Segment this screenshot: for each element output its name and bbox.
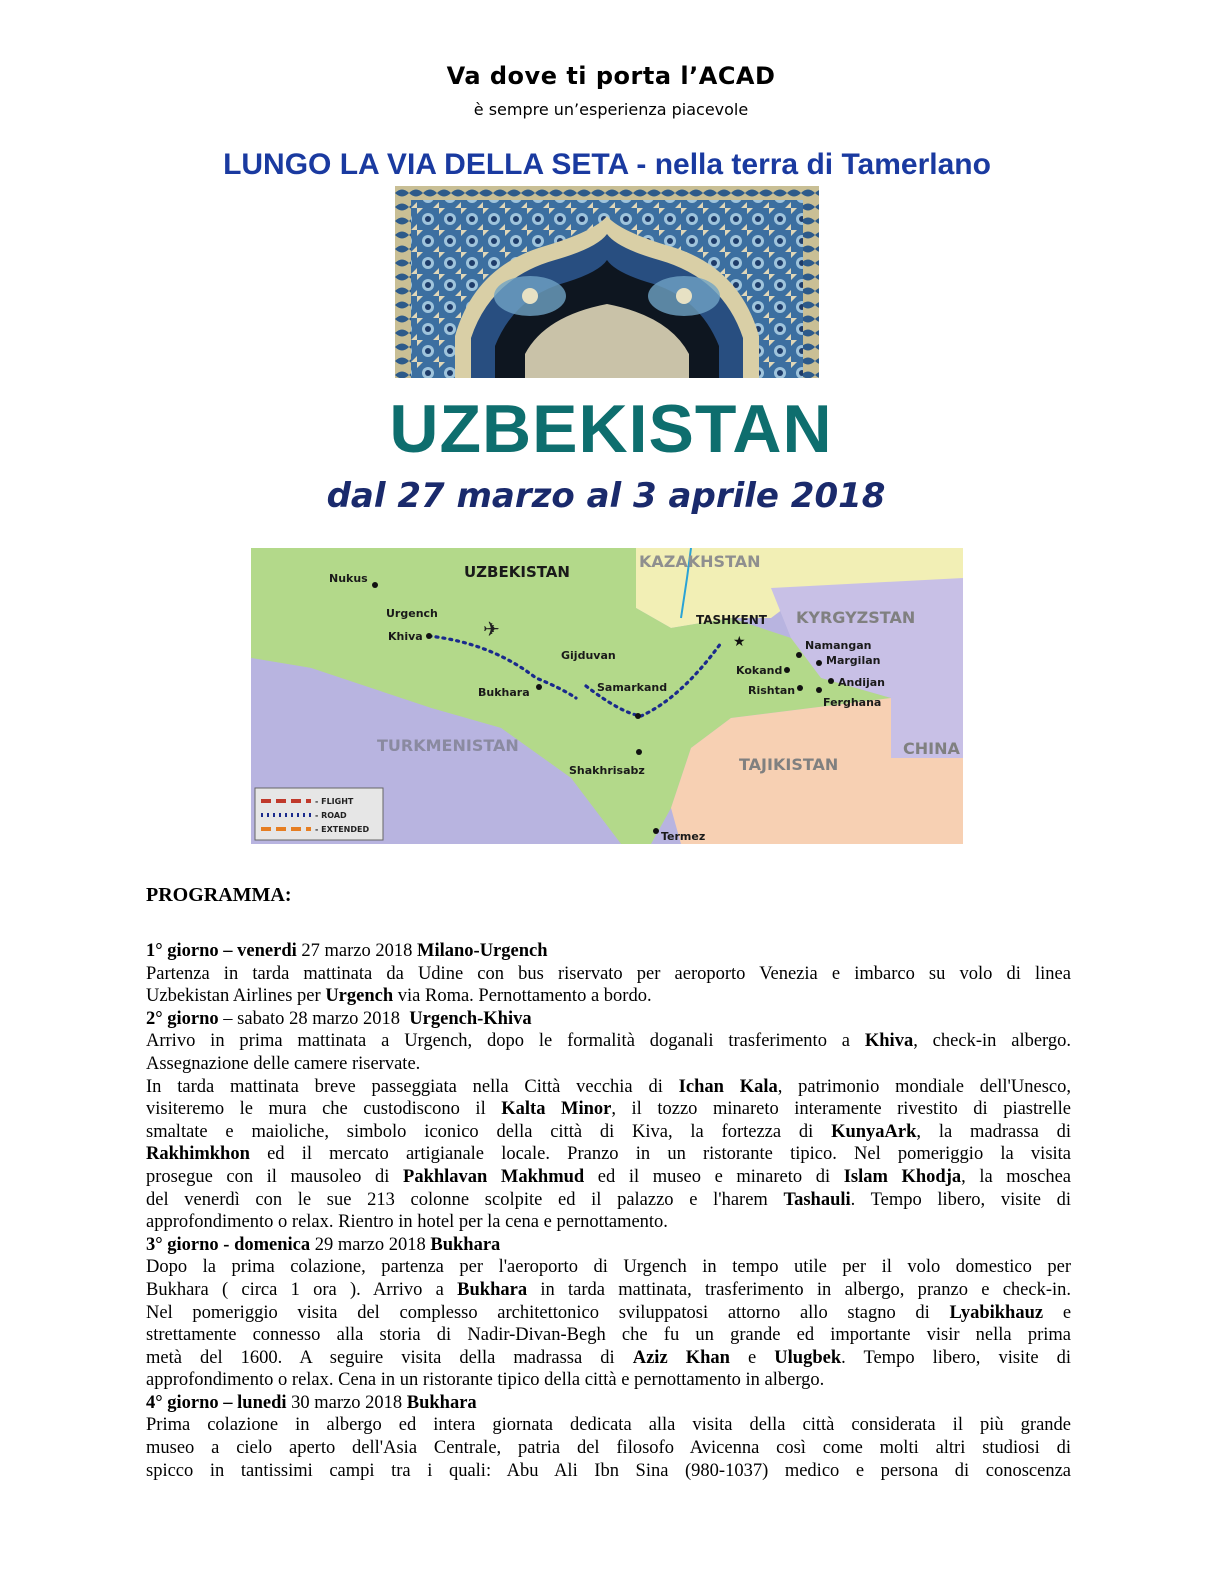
text-line: Dopo la prima colazione, partenza per l'aeroporto di Urgench in tempo utile per il volo domestico per <box>146 1257 1071 1278</box>
day-heading: 3° giorno - domenica 29 marzo 2018 Bukhara <box>146 1234 501 1255</box>
map-label-uzbekistan: UZBEKISTAN <box>464 563 570 581</box>
text-line: approfondimento o relax. Rientro in hotel per la cena e pernottamento. <box>146 1212 668 1233</box>
text-line: metà del 1600. A seguire visita della madrassa di Aziz Khan e Ulugbek. Tempo libero, visite di <box>146 1347 1071 1368</box>
program-text <box>146 940 1071 1482</box>
country-title: UZBEKISTAN <box>389 391 833 467</box>
city-urgench: Urgench <box>386 607 438 620</box>
city-bukhara: Bukhara <box>478 686 530 699</box>
text-line: Arrivo in prima mattinata a Urgench, dopo le formalità doganali trasferimento a Khiva, check-in albergo. <box>146 1031 1071 1052</box>
text-line: Rakhimkhon ed il mercato artigianale locale. Pranzo in un ristorante tipico. Nel pomeriggio la visita <box>146 1144 1071 1165</box>
day-heading: 2° giorno – sabato 28 marzo 2018 Urgench-Khiva <box>146 1008 532 1029</box>
text-line: Bukhara ( circa 1 ora ). Arrivo a Bukhara in tarda mattinata, trasferimento in albergo, pranzo e check-in. <box>146 1279 1071 1300</box>
text-line: Uzbekistan Airlines per Urgench via Roma. Pernottamento a bordo. <box>146 986 652 1007</box>
day-heading: 1° giorno – venerdi 27 marzo 2018 Milano-Urgench <box>146 941 548 961</box>
header-subtitle: è sempre un’esperienza piacevole <box>473 100 749 119</box>
legend-flight: - FLIGHT <box>315 797 354 806</box>
text-line: prosegue con il mausoleo di Pakhlavan Makhmud ed il museo e minareto di Islam Khodja, la moschea <box>146 1166 1071 1187</box>
text-line: Partenza in tarda mattinata da Udine con bus riservato per aeroporto Venezia e imbarco su volo di linea <box>146 963 1071 984</box>
trip-dates: dal 27 marzo al 3 aprile 2018 <box>326 476 886 516</box>
city-ferghana: Ferghana <box>823 696 882 709</box>
route-map <box>251 548 963 844</box>
text-line: Nel pomeriggio visita del complesso architettonico sviluppatosi attorno allo stagno di Lyabikhauz e <box>146 1302 1071 1323</box>
legend-extended: - EXTENDED <box>315 825 370 834</box>
text-line: smaltate e maioliche, simbolo iconico della città di Kiva, la fortezza di KunyaArk, la madrassa di <box>146 1121 1071 1142</box>
mosaic-arch-image <box>395 186 819 378</box>
map-label-china: CHINA <box>903 739 960 758</box>
city-margilan: Margilan <box>826 654 881 667</box>
svg-text:✈: ✈ <box>483 617 500 641</box>
text-line: del venerdì con le sue 213 colonne scolpite ed il palazzo e l'harem Tashauli. Tempo libero, visite di <box>146 1189 1071 1210</box>
text-line: Assegnazione delle camere riservate. <box>146 1053 421 1074</box>
day-heading: 4° giorno – lunedi 30 marzo 2018 Bukhara <box>146 1392 477 1413</box>
city-kokand: Kokand <box>736 664 783 677</box>
header-title: Va dove ti porta l’ACAD <box>446 62 776 90</box>
city-andijan: Andijan <box>838 676 886 689</box>
city-khiva: Khiva <box>388 630 423 643</box>
map-legend <box>255 788 383 840</box>
text-line: In tarda mattinata breve passeggiata nella Città vecchia di Ichan Kala, patrimonio mondiale dell'Unesco, <box>146 1076 1071 1097</box>
legend-road: - ROAD <box>315 811 347 820</box>
city-termez: Termez <box>661 830 706 843</box>
program-heading: PROGRAMMA: <box>146 884 292 906</box>
map-label-kyrgyzstan: KYRGYZSTAN <box>796 608 916 627</box>
city-gijduvan: Gijduvan <box>561 649 616 662</box>
main-title: LUNGO LA VIA DELLA SETA - nella terra di Tamerlano <box>223 148 991 181</box>
city-rishtan: Rishtan <box>748 684 796 697</box>
text-line: spicco in tantissimi campi tra i quali: Abu Ali Ibn Sina (980-1037) medico e persona di conoscenza <box>146 1460 1071 1481</box>
city-nukus: Nukus <box>329 572 368 585</box>
text-line: visiteremo le mura che custodiscono il Kalta Minor, il tozzo minareto interamente rivestito di piastrelle <box>146 1099 1071 1120</box>
city-shakhrisabz: Shakhrisabz <box>569 764 645 777</box>
svg-text:★: ★ <box>733 634 746 650</box>
city-tashkent: TASHKENT <box>696 613 767 627</box>
map-label-tajikistan: TAJIKISTAN <box>739 755 839 774</box>
text-line: Prima colazione in albergo ed intera giornata dedicata alla visita della città considerata il più grande <box>146 1415 1071 1436</box>
text-line: approfondimento o relax. Cena in un ristorante tipico della città e pernottamento in albergo. <box>146 1370 825 1391</box>
map-label-turkmenistan: TURKMENISTAN <box>377 736 519 755</box>
map-label-kazakhstan: KAZAKHSTAN <box>639 552 761 571</box>
city-namangan: Namangan <box>805 639 872 652</box>
text-line: museo a cielo aperto dell'Asia Centrale, patria del filosofo Avicenna così come molti altri studiosi di <box>146 1438 1071 1459</box>
city-samarkand: Samarkand <box>597 681 668 694</box>
text-line: strettamente connesso alla storia di Nadir-Divan-Begh che fu un grande ed importante visir nella prima <box>146 1325 1071 1346</box>
